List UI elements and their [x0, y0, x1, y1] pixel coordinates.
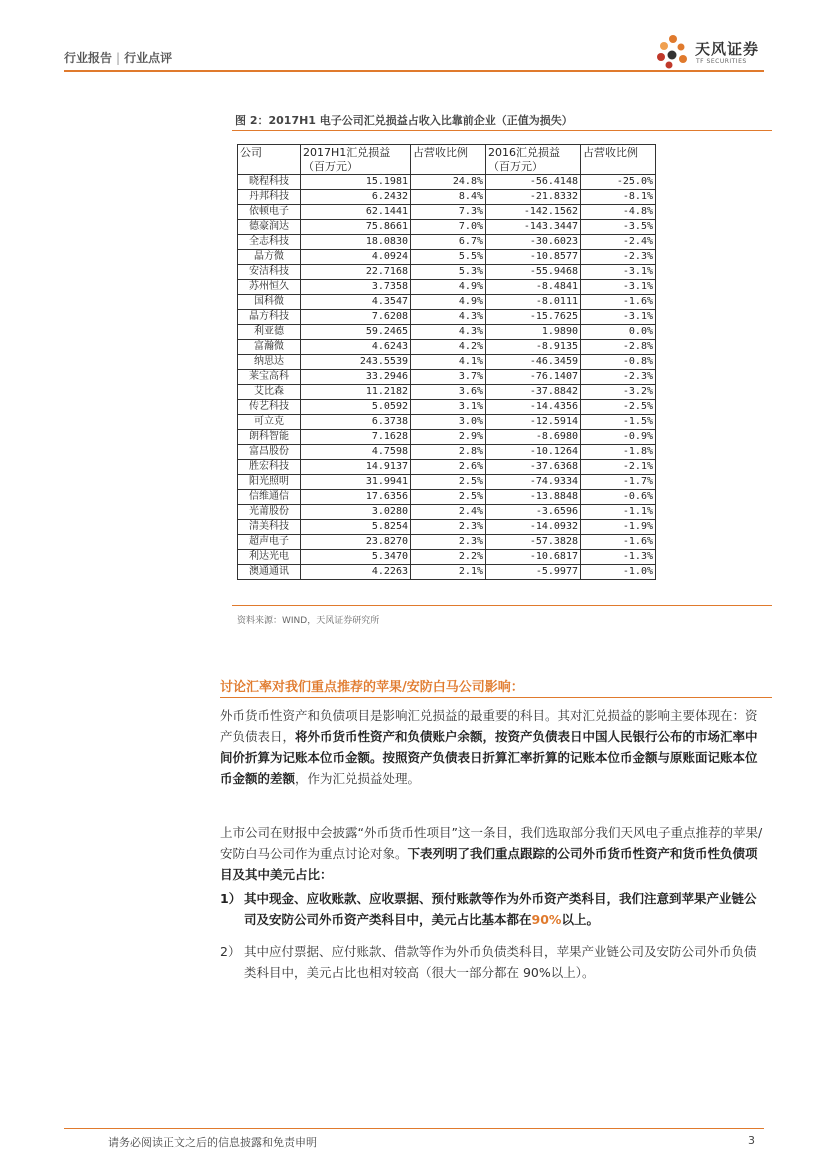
fx-gain-loss-table: [237, 144, 656, 580]
fx-2017h1-cell: 7.1628: [301, 430, 411, 445]
ratio-2017h1-cell: 2.6%: [411, 460, 486, 475]
ratio-2016-cell: -1.5%: [581, 415, 656, 430]
fx-2017h1-cell: 18.0830: [301, 235, 411, 250]
fx-2016-cell: -21.8332: [486, 190, 581, 205]
fx-2017h1-cell: 5.0592: [301, 400, 411, 415]
fx-2016-cell: -14.4356: [486, 400, 581, 415]
fx-2017h1-cell: 5.8254: [301, 520, 411, 535]
fx-2017h1-cell: 3.0280: [301, 505, 411, 520]
company-cell: 利达光电: [238, 550, 301, 565]
ratio-2016-cell: -8.1%: [581, 190, 656, 205]
ratio-2017h1-cell: 2.5%: [411, 490, 486, 505]
fx-2016-cell: -15.7625: [486, 310, 581, 325]
fx-2016-cell: -14.0932: [486, 520, 581, 535]
category-label: 行业报告: [64, 51, 113, 65]
ratio-2017h1-cell: 2.9%: [411, 430, 486, 445]
table-row: [238, 235, 656, 250]
section-title: 讨论汇率对我们重点推荐的苹果/安防白马公司影响：: [220, 680, 524, 695]
fx-2016-cell: -76.1407: [486, 370, 581, 385]
company-cell: 丹邦科技: [238, 190, 301, 205]
fx-2017h1-cell: 15.1981: [301, 175, 411, 190]
table-row: [238, 295, 656, 310]
fx-2017h1-cell: 7.6208: [301, 310, 411, 325]
table-row: [238, 280, 656, 295]
list-item-1-tail: 以上。: [561, 912, 599, 927]
ratio-2017h1-cell: 4.3%: [411, 310, 486, 325]
table-row: [238, 175, 656, 190]
ratio-2016-cell: 0.0%: [581, 325, 656, 340]
ratio-2017h1-cell: 2.3%: [411, 520, 486, 535]
company-cell: 纳思达: [238, 355, 301, 370]
fx-2016-cell: -74.9334: [486, 475, 581, 490]
company-cell: 晶方微: [238, 250, 301, 265]
ratio-2017h1-cell: 2.2%: [411, 550, 486, 565]
company-cell: 全志科技: [238, 235, 301, 250]
fx-2017h1-cell: 11.2182: [301, 385, 411, 400]
company-cell: 艾比森: [238, 385, 301, 400]
fx-2016-cell: -56.4148: [486, 175, 581, 190]
fx-2016-cell: 1.9890: [486, 325, 581, 340]
footer-disclaimer: 请务必阅读正文之后的信息披露和免责申明: [108, 1136, 317, 1149]
company-cell: 依顿电子: [238, 205, 301, 220]
table-row: [238, 460, 656, 475]
list-item-liabilities: [220, 941, 768, 983]
fx-2016-cell: -10.8577: [486, 250, 581, 265]
fx-2016-cell: -5.9977: [486, 565, 581, 580]
ratio-2017h1-cell: 4.3%: [411, 325, 486, 340]
ratio-2016-cell: -3.1%: [581, 265, 656, 280]
table-row: [238, 430, 656, 445]
ratio-2017h1-cell: 7.0%: [411, 220, 486, 235]
table-row: [238, 265, 656, 280]
header-company: 公司: [238, 145, 301, 175]
header-2017h1-fx-line1: 2017H1汇兑损益: [303, 146, 391, 159]
fx-2016-cell: -37.8842: [486, 385, 581, 400]
fx-2017h1-cell: 22.7168: [301, 265, 411, 280]
ratio-2016-cell: -3.2%: [581, 385, 656, 400]
figure-source: 资料来源：WIND，天风证券研究所: [237, 616, 380, 626]
company-cell: 德豪润达: [238, 220, 301, 235]
company-cell: 晓程科技: [238, 175, 301, 190]
fx-2016-cell: -10.1264: [486, 445, 581, 460]
subcategory-label: 行业点评: [124, 51, 173, 65]
fx-2016-cell: -8.6980: [486, 430, 581, 445]
ratio-2016-cell: -1.0%: [581, 565, 656, 580]
table-row: [238, 445, 656, 460]
fx-2017h1-cell: 3.7358: [301, 280, 411, 295]
ratio-2016-cell: -2.5%: [581, 400, 656, 415]
table-row: [238, 415, 656, 430]
fx-2017h1-cell: 4.0924: [301, 250, 411, 265]
fx-2016-cell: -143.3447: [486, 220, 581, 235]
ratio-2017h1-cell: 3.7%: [411, 370, 486, 385]
ratio-2016-cell: -2.8%: [581, 340, 656, 355]
logo-dots-icon: [655, 34, 695, 70]
fx-2017h1-cell: 243.5539: [301, 355, 411, 370]
fx-2016-cell: -8.0111: [486, 295, 581, 310]
company-cell: 晶方科技: [238, 310, 301, 325]
table-row: [238, 340, 656, 355]
company-cell: 光莆股份: [238, 505, 301, 520]
page-number: 3: [748, 1134, 755, 1147]
company-cell: 苏州恒久: [238, 280, 301, 295]
ratio-2016-cell: -0.9%: [581, 430, 656, 445]
ratio-2017h1-cell: 4.2%: [411, 340, 486, 355]
header-2017h1-fx-line2: （百万元）: [303, 160, 358, 173]
header-2016-fx: [486, 145, 581, 175]
ratio-2017h1-cell: 2.8%: [411, 445, 486, 460]
ratio-2017h1-cell: 3.1%: [411, 400, 486, 415]
ratio-2017h1-cell: 5.3%: [411, 265, 486, 280]
header-2017h1-ratio: 占营收比例: [411, 145, 486, 175]
fx-2017h1-cell: 4.3547: [301, 295, 411, 310]
fx-2016-cell: -46.3459: [486, 355, 581, 370]
table-row: [238, 190, 656, 205]
fx-2017h1-cell: 17.6356: [301, 490, 411, 505]
paragraph-disclosure: [220, 822, 765, 885]
ratio-2016-cell: -1.8%: [581, 445, 656, 460]
list-item-2-number: 2）: [220, 944, 241, 959]
fx-2017h1-cell: 6.3738: [301, 415, 411, 430]
fx-2017h1-cell: 33.2946: [301, 370, 411, 385]
logo-subtext: TF SECURITIES: [696, 58, 747, 65]
list-item-1-number: 1）: [220, 891, 242, 906]
table-row: [238, 355, 656, 370]
table-row: [238, 550, 656, 565]
company-cell: 清美科技: [238, 520, 301, 535]
figure-top-divider: [232, 130, 772, 131]
fx-2016-cell: -8.9135: [486, 340, 581, 355]
ratio-2017h1-cell: 3.0%: [411, 415, 486, 430]
ratio-2016-cell: -4.8%: [581, 205, 656, 220]
section-divider: [220, 697, 772, 698]
fx-2017h1-cell: 6.2432: [301, 190, 411, 205]
fx-2016-cell: -13.8848: [486, 490, 581, 505]
fx-2016-cell: -55.9468: [486, 265, 581, 280]
ratio-2017h1-cell: 24.8%: [411, 175, 486, 190]
ratio-2017h1-cell: 3.6%: [411, 385, 486, 400]
para2-text-1: 上市公司在财报中会披露“外币货币性项目”这一条目，我们选取部分我们天风电子重点推荐的苹果/安防白马公司作为重点讨论对象。: [220, 825, 763, 861]
ratio-2016-cell: -1.7%: [581, 475, 656, 490]
company-cell: 朗科智能: [238, 430, 301, 445]
ratio-2016-cell: -2.3%: [581, 370, 656, 385]
table-row: [238, 325, 656, 340]
ratio-2016-cell: -0.8%: [581, 355, 656, 370]
ratio-2016-cell: -0.6%: [581, 490, 656, 505]
list-item-assets: [220, 888, 768, 930]
ratio-2016-cell: -3.1%: [581, 280, 656, 295]
fx-2017h1-cell: 62.1441: [301, 205, 411, 220]
ratio-2016-cell: -25.0%: [581, 175, 656, 190]
list-item-1-percent: 90%: [531, 912, 562, 927]
para1-text-2: ，作为汇兑损益处理。: [295, 771, 421, 786]
fx-2016-cell: -30.6023: [486, 235, 581, 250]
ratio-2016-cell: -2.3%: [581, 250, 656, 265]
table-row: [238, 565, 656, 580]
fx-2016-cell: -10.6817: [486, 550, 581, 565]
table-header-row: [238, 145, 656, 175]
fx-2016-cell: -37.6368: [486, 460, 581, 475]
ratio-2016-cell: -2.4%: [581, 235, 656, 250]
ratio-2017h1-cell: 2.1%: [411, 565, 486, 580]
para2-bold: 下表列明了我们重点跟踪的公司外币货币性资产和货币性负债项目及其中美元占比：: [220, 846, 758, 882]
ratio-2016-cell: -1.9%: [581, 520, 656, 535]
figure-bottom-divider: [232, 605, 772, 606]
table-row: [238, 205, 656, 220]
fx-2017h1-cell: 5.3470: [301, 550, 411, 565]
para1-text-1: 外币货币性资产和负债项目是影响汇兑损益的最重要的科目。其对汇兑损益的影响主要体现在：资产负债表日，: [220, 708, 758, 744]
company-cell: 利亚德: [238, 325, 301, 340]
table-row: [238, 490, 656, 505]
table-row: [238, 370, 656, 385]
table-row: [238, 475, 656, 490]
list-item-2-text: 其中应付票据、应付账款、借款等作为外币负债类科目，苹果产业链公司及安防公司外币负债类科目中，美元占比也相对较高（很大一部分都在 90%以上）。: [244, 944, 757, 980]
fx-2016-cell: -57.3828: [486, 535, 581, 550]
header-2016-fx-line2: （百万元）: [488, 160, 543, 173]
tf-securities-logo: [655, 34, 765, 70]
ratio-2017h1-cell: 6.7%: [411, 235, 486, 250]
company-cell: 富昌股份: [238, 445, 301, 460]
company-cell: 传艺科技: [238, 400, 301, 415]
ratio-2016-cell: -1.6%: [581, 535, 656, 550]
report-category: [64, 49, 172, 66]
company-cell: 胜宏科技: [238, 460, 301, 475]
ratio-2017h1-cell: 2.4%: [411, 505, 486, 520]
ratio-2017h1-cell: 8.4%: [411, 190, 486, 205]
company-cell: 可立克: [238, 415, 301, 430]
ratio-2017h1-cell: 7.3%: [411, 205, 486, 220]
ratio-2017h1-cell: 2.3%: [411, 535, 486, 550]
paragraph-fx-impact: [220, 705, 765, 789]
table-row: [238, 310, 656, 325]
ratio-2016-cell: -3.1%: [581, 310, 656, 325]
table-row: [238, 400, 656, 415]
ratio-2017h1-cell: 2.5%: [411, 475, 486, 490]
company-cell: 澳通通讯: [238, 565, 301, 580]
ratio-2017h1-cell: 5.5%: [411, 250, 486, 265]
ratio-2016-cell: -2.1%: [581, 460, 656, 475]
table-row: [238, 220, 656, 235]
company-cell: 莱宝高科: [238, 370, 301, 385]
table-row: [238, 520, 656, 535]
ratio-2016-cell: -1.6%: [581, 295, 656, 310]
ratio-2016-cell: -3.5%: [581, 220, 656, 235]
fx-2017h1-cell: 75.8661: [301, 220, 411, 235]
ratio-2017h1-cell: 4.9%: [411, 280, 486, 295]
list-item-1-body: [244, 888, 768, 930]
para1-bold: 将外币货币性资产和负债账户余额，按资产负债表日中国人民银行公布的市场汇率中间价折算为记账本位币金额。按照资产负债表日折算汇率折算的记账本位币金额与原账面记账本位币金额的差额: [220, 729, 758, 786]
fx-2017h1-cell: 31.9941: [301, 475, 411, 490]
ratio-2017h1-cell: 4.1%: [411, 355, 486, 370]
company-cell: 信维通信: [238, 490, 301, 505]
table-row: [238, 505, 656, 520]
logo-text: 天风证券: [695, 40, 760, 58]
company-cell: 安洁科技: [238, 265, 301, 280]
fx-2017h1-cell: 4.2263: [301, 565, 411, 580]
figure-title: 图 2：2017H1 电子公司汇兑损益占收入比靠前企业（正值为损失）: [235, 114, 573, 127]
fx-2016-cell: -8.4841: [486, 280, 581, 295]
company-cell: 阳光照明: [238, 475, 301, 490]
header-2017h1-fx: [301, 145, 411, 175]
fx-2017h1-cell: 4.6243: [301, 340, 411, 355]
company-cell: 富瀚微: [238, 340, 301, 355]
list-item-1-text: 其中现金、应收账款、应收票据、预付账款等作为外币资产类科目，我们注意到苹果产业链公司及安防公司外币资产类科目中，美元占比基本都在: [244, 891, 757, 927]
fx-2017h1-cell: 23.8270: [301, 535, 411, 550]
fx-2017h1-cell: 14.9137: [301, 460, 411, 475]
header-2016-ratio: 占营收比例: [581, 145, 656, 175]
category-separator: |: [116, 51, 121, 65]
table-row: [238, 535, 656, 550]
table-row: [238, 385, 656, 400]
fx-2016-cell: -12.5914: [486, 415, 581, 430]
fx-2016-cell: -142.1562: [486, 205, 581, 220]
fx-2017h1-cell: 59.2465: [301, 325, 411, 340]
ratio-2016-cell: -1.1%: [581, 505, 656, 520]
table-row: [238, 250, 656, 265]
ratio-2017h1-cell: 4.9%: [411, 295, 486, 310]
fx-2016-cell: -3.6596: [486, 505, 581, 520]
company-cell: 超声电子: [238, 535, 301, 550]
header-2016-fx-line1: 2016汇兑损益: [488, 146, 560, 159]
header-divider: [64, 70, 764, 72]
fx-2017h1-cell: 4.7598: [301, 445, 411, 460]
ratio-2016-cell: -1.3%: [581, 550, 656, 565]
footer-divider: [64, 1128, 764, 1129]
company-cell: 国科微: [238, 295, 301, 310]
